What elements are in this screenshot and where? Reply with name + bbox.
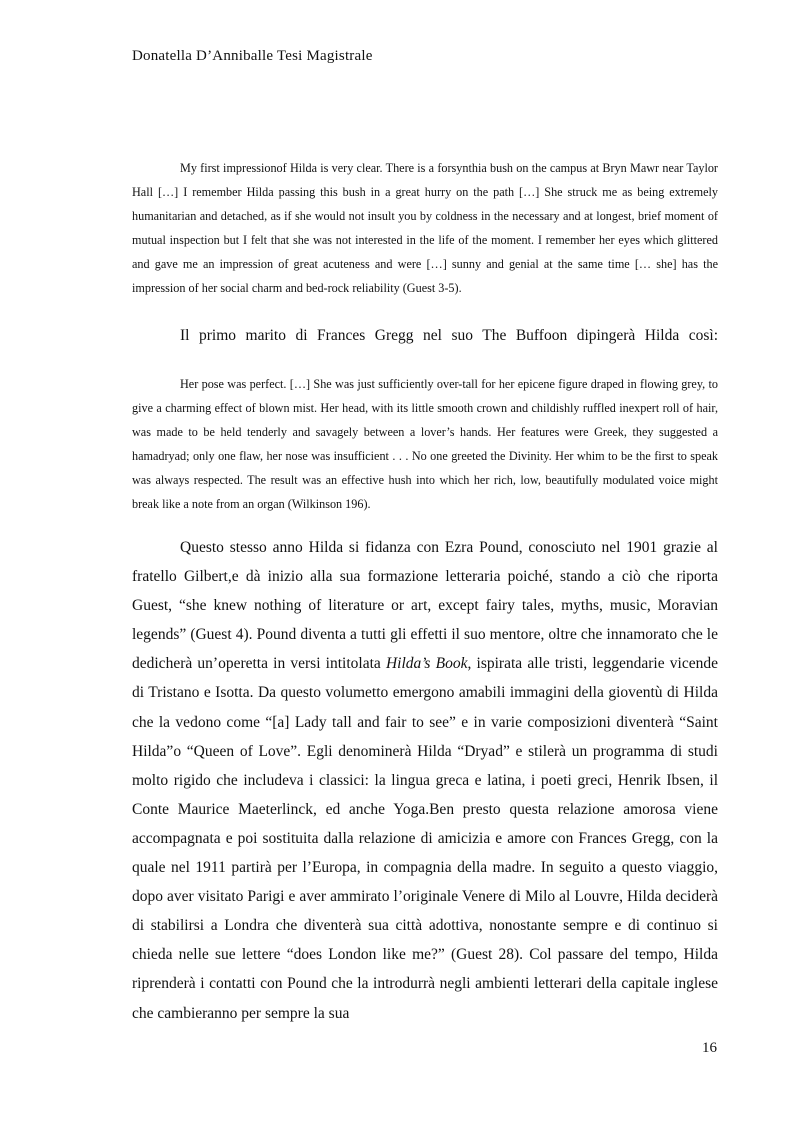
body-paragraph [132, 533, 718, 1028]
running-header: Donatella D’Anniballe Tesi Magistrale [132, 48, 373, 64]
body-text-part-2: , ispirata alle tristi, leggendarie vicende di Tristano e Isotta. Da questo volumetto emergono amabili immagini della gioventù di Hilda che la vedono come “[a] Lady tall and fair to see” e in varie composizioni diventerà “Saint Hilda”o “Queen of Love”. Egli denominerà Hilda “Dryad” e stilerà un programma di studi molto rigido che includeva i classici: la lingua greca e latina, i poeti greci, Henrik Ibsen, il Conte Maurice Maeterlinck, ed anche Yoga.Ben presto questa relazione amorosa viene accompagnata e poi sostituita dalla relazione di amicizia e amore con Frances Gregg, con la quale nel 1911 partirà per l’Europa, in compagnia della madre. In seguito a questo viaggio, dopo aver visitato Parigi e aver ammirato l’originale Venere di Milo al Louvre, Hilda deciderà di stabilirsi a Londra che diventerà sua città adottiva, nonostante sempre e di continuo si chieda nelle sue lettere “does London like me?” (Guest 28). Col passare del tempo, Hilda riprenderà i contatti con Pound che la introdurrà negli ambienti letterari della capitale inglese che cambieranno per sempre la sua [132, 655, 718, 1022]
book-title-italic: Hilda’s Book [385, 655, 468, 673]
block-quote-hilda-impression: My first impressionof Hilda is very clear. There is a forsynthia bush on the campus at Bryn Mawr near Taylor Hall […] I remember Hilda passing this bush in a great hurry on the path […] She struck me as being extremely humanitarian and detached, as if she would not insult you by coldness in the necessary and at longest, brief moment of mutual inspection but I felt that she was not interested in the life of the moment. I remember her eyes which glittered and gave me an impression of great acuteness and were […] sunny and genial at the same time [… she] has the impression of her social charm and bed-rock reliability (Guest 3-5). [132, 161, 718, 295]
block-quote-buffoon: Her pose was perfect. […] She was just sufficiently over-tall for her epicene figure draped in flowing grey, to give a charming effect of blown mist. Her head, with its little smooth crown and childishly ruffled inexpert roll of hair, was made to be held tenderly and savagely between a lover’s hands. Her features were Greek, they suggested a hamadryad; only one flaw, her nose was insufficient . . . No one greeted the Divinity. Her whim to be the first to speak was always respected. The result was an effective hush into which her rich, low, beautifully modulated voice might break like a note from an organ (Wilkinson 196). [132, 377, 718, 511]
body-text-part-1: Questo stesso anno Hilda si fidanza con Ezra Pound, conosciuto nel 1901 grazie al fratello Gilbert,e dà inizio alla sua formazione letteraria poiché, stando a ciò che riporta Guest, “she knew nothing of literature or art, except fairy tales, myths, music, Moravian legends” (Guest 4). Pound diventa a tutti gli effetti il suo mentore, oltre che innamorato che le dedicherà un’operetta in versi intitolata [132, 539, 718, 673]
page-number: 16 [702, 1040, 717, 1056]
intro-paragraph: Il primo marito di Frances Gregg nel suo The Buffoon dipingerà Hilda così: [180, 327, 718, 344]
